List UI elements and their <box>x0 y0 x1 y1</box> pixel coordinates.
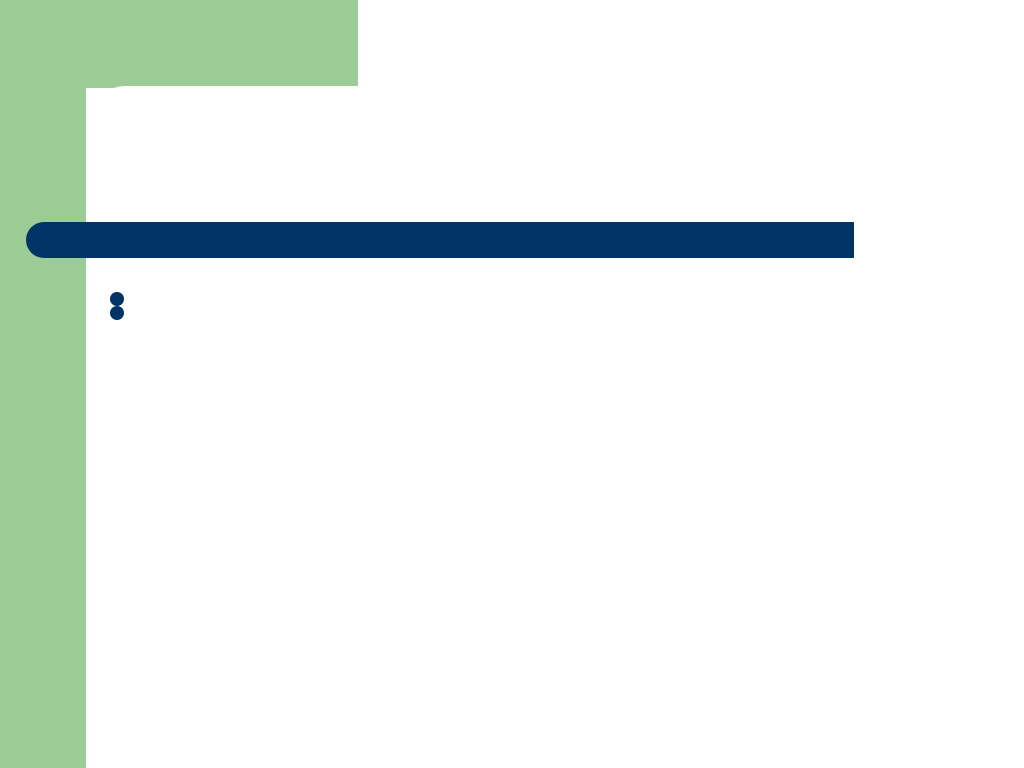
bullet-dot-icon <box>110 306 124 320</box>
sidebar-green-band <box>0 0 86 768</box>
bullet-list <box>104 274 934 288</box>
header-green-band <box>0 0 358 88</box>
bullet-dot-icon <box>110 292 124 306</box>
title-divider-bar <box>26 222 854 258</box>
slide-title <box>104 102 904 150</box>
